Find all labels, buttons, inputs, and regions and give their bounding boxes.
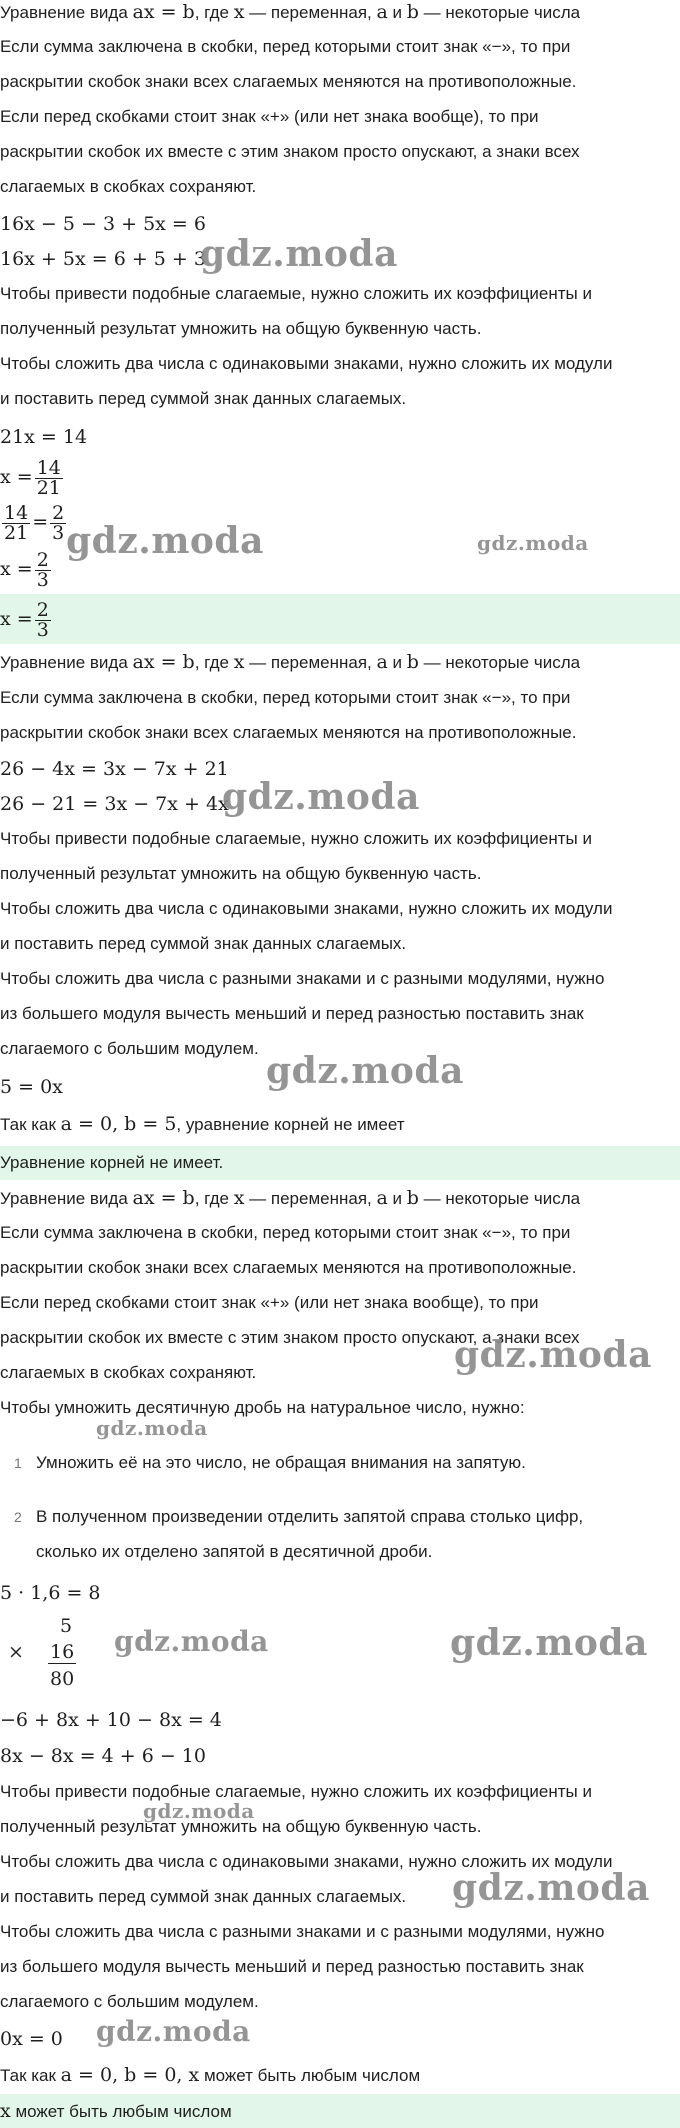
like-terms-rule-1: Чтобы привести подобные слагаемые, нужно сложить их коэффициенты и [0, 1782, 592, 1801]
same-sign-rule-2: и поставить перед суммой знак данных слагаемых. [0, 389, 407, 408]
list-number: 2 [14, 1509, 22, 1525]
watermark-logo: gdz.moda [477, 531, 589, 555]
fraction-equation: $\frac{14}{21}$ = $\frac{2}{3}$ [4, 501, 65, 544]
answer-band [0, 1146, 680, 1180]
diff-sign-rule-3: слагаемого с большим модулем. [0, 1039, 259, 1058]
watermark-logo: gdz.moda [66, 520, 264, 562]
list-item-text: сколько их отделено запятой в десятичной дроби. [36, 1542, 433, 1561]
rule-minus-line-1: Если сумма заключена в скобки, перед которыми стоит знак «−», то при [0, 1223, 571, 1242]
like-terms-rule-2: полученный результат умножить на общую буквенную часть. [0, 1817, 482, 1836]
diff-sign-rule-2: из большего модуля вычесть меньший и перед разностью поставить знак [0, 1957, 584, 1976]
rule-minus-line-1: Если сумма заключена в скобки, перед которыми стоит знак «−», то при [0, 37, 571, 56]
same-sign-rule-2: и поставить перед суммой знак данных слагаемых. [0, 934, 407, 953]
rule-plus-line-3: слагаемых в скобках сохраняют. [0, 1363, 257, 1382]
equation-step: 16x + 5x = 6 + 5 + 3 [0, 248, 206, 270]
rule-minus-line-2: раскрытии скобок знаки всех слагаемых меняются на противоположные. [0, 72, 577, 91]
same-sign-rule-2: и поставить перед суммой знак данных слагаемых. [0, 1887, 407, 1906]
mult-bottom: 16 [50, 1641, 75, 1663]
diff-sign-rule-1: Чтобы сложить два числа с разными знаками и с разными модулями, нужно [0, 969, 605, 988]
answer-text: x может быть любым числом [0, 2100, 232, 2122]
equation-step: 5 · 1,6 = 8 [0, 1582, 101, 1604]
equation-step: 5 = 0x [0, 1076, 63, 1098]
answer-text: Уравнение корней не имеет. [0, 1153, 224, 1172]
like-terms-rule-2: полученный результат умножить на общую буквенную часть. [0, 319, 482, 338]
same-sign-rule-1: Чтобы сложить два числа с одинаковыми знаками, нужно сложить их модули [0, 354, 613, 373]
equation-step: 26 − 21 = 3x − 7x + 4x [0, 793, 229, 815]
watermark-logo: gdz.moda [452, 1867, 650, 1909]
rule-plus-line-1: Если перед скобками стоит знак «+» (или нет знака вообще), то при [0, 107, 539, 126]
fraction: $\frac{2}{3}$ [36, 598, 49, 641]
mult-top: 5 [60, 1615, 73, 1637]
equation-step: 0x = 0 [0, 2028, 63, 2050]
watermark-logo: gdz.moda [114, 1625, 269, 1658]
equation-definition: Уравнение вида ax = b, где x — переменная, a и b — некоторые числа [0, 1, 581, 23]
diff-sign-rule-2: из большего модуля вычесть меньший и перед разностью поставить знак [0, 1004, 584, 1023]
equation-step: 26 − 4x = 3x − 7x + 21 [0, 758, 229, 780]
equation-definition: Уравнение вида ax = b, где x — переменная, a и b — некоторые числа [0, 651, 581, 673]
conclusion-text: Так как a = 0, b = 0, x может быть любым числом [0, 2064, 421, 2086]
rule-plus-line-3: слагаемых в скобках сохраняют. [0, 177, 257, 196]
rule-plus-line-2: раскрытии скобок их вместе с этим знаком просто опускают, а знаки всех [0, 1328, 580, 1347]
decimal-multiply-rule: Чтобы умножить десятичную дробь на натуральное число, нужно: [0, 1398, 525, 1417]
watermark-logo: gdz.moda [266, 1050, 464, 1092]
answer-band [0, 594, 680, 644]
list-item-text: В полученном произведении отделить запятой справа столько цифр, [36, 1507, 584, 1526]
watermark-logo: gdz.moda [200, 233, 398, 275]
fraction: $\frac{14}{21}$ [36, 456, 61, 499]
equation-step: 21x = 14 [0, 426, 88, 448]
equation-definition: Уравнение вида ax = b, где x — переменная, a и b — некоторые числа [0, 1187, 581, 1209]
watermark-logo: gdz.moda [222, 776, 420, 818]
mult-result: 80 [50, 1668, 75, 1690]
same-sign-rule-1: Чтобы сложить два числа с одинаковыми знаками, нужно сложить их модули [0, 1852, 613, 1871]
rule-minus-line-1: Если сумма заключена в скобки, перед которыми стоит знак «−», то при [0, 688, 571, 707]
fraction: $\frac{2}{3}$ [52, 501, 65, 544]
equation-step: 16x − 5 − 3 + 5x = 6 [0, 213, 206, 235]
diff-sign-rule-1: Чтобы сложить два числа с разными знаками и с разными модулями, нужно [0, 1922, 605, 1941]
watermark-logo: gdz.moda [143, 1799, 255, 1823]
like-terms-rule-1: Чтобы привести подобные слагаемые, нужно сложить их коэффициенты и [0, 284, 592, 303]
fraction: $\frac{2}{3}$ [36, 548, 49, 591]
list-item-text: Умножить её на это число, не обращая внимания на запятую. [36, 1453, 526, 1472]
watermark-logo: gdz.moda [96, 1416, 208, 1440]
answer-band [0, 2094, 680, 2128]
fraction: $\frac{14}{21}$ [4, 501, 29, 544]
fraction-equation: x = $\frac{14}{21}$ [0, 456, 61, 499]
conclusion-text: Так как a = 0, b = 5, уравнение корней не имеет [0, 1113, 405, 1135]
like-terms-rule-1: Чтобы привести подобные слагаемые, нужно сложить их коэффициенты и [0, 829, 592, 848]
fraction-equation: x = $\frac{2}{3}$ [0, 548, 49, 591]
rule-plus-line-2: раскрытии скобок их вместе с этим знаком просто опускают, а знаки всех [0, 142, 580, 161]
same-sign-rule-1: Чтобы сложить два числа с одинаковыми знаками, нужно сложить их модули [0, 899, 613, 918]
list-number: 1 [14, 1455, 22, 1471]
mult-sign: × [8, 1641, 24, 1663]
equation-step: 8x − 8x = 4 + 6 − 10 [0, 1745, 206, 1767]
like-terms-rule-2: полученный результат умножить на общую буквенную часть. [0, 864, 482, 883]
rule-plus-line-1: Если перед скобками стоит знак «+» (или нет знака вообще), то при [0, 1293, 539, 1312]
watermark-logo: gdz.moda [450, 1622, 648, 1664]
watermark-logo: gdz.moda [454, 1334, 652, 1376]
watermark-logo: gdz.moda [96, 2015, 251, 2048]
rule-minus-line-2: раскрытии скобок знаки всех слагаемых меняются на противоположные. [0, 723, 577, 742]
diff-sign-rule-3: слагаемого с большим модулем. [0, 1992, 259, 2011]
equation-step: −6 + 8x + 10 − 8x = 4 [0, 1709, 222, 1731]
answer-text: x = $\frac{2}{3}$ [0, 598, 49, 641]
rule-minus-line-2: раскрытии скобок знаки всех слагаемых меняются на противоположные. [0, 1258, 577, 1277]
